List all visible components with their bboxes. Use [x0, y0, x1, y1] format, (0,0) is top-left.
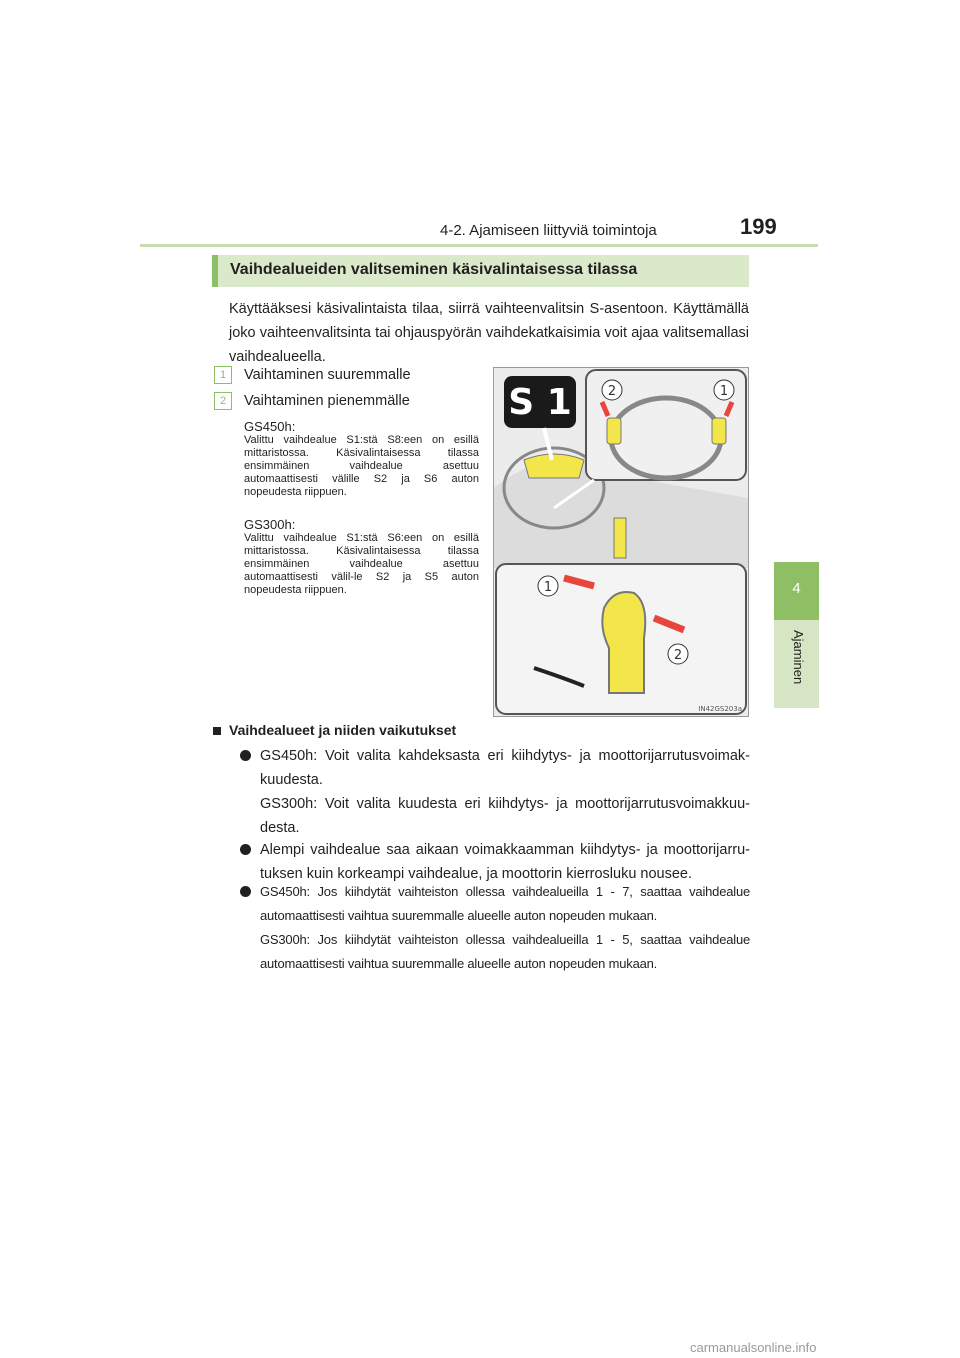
callout-2-lower: 2 [673, 648, 683, 663]
shift-illustration-svg [494, 368, 748, 716]
bullet-auto-upshift [242, 880, 750, 976]
bullet-dot-icon [240, 750, 251, 761]
chapter-label-text: Ajaminen [791, 630, 806, 685]
bullet-dot-icon [240, 886, 251, 897]
subsection-heading [213, 722, 456, 738]
illustration-code: IN42GS203a [698, 705, 742, 713]
note-gs450h [244, 420, 479, 499]
running-header: 4-2. Ajamiseen liittyviä toimintoja [440, 222, 657, 239]
bullet-ranges-gs300h: GS300h: Voit valita kuudesta eri kiihdytys- ja moottorijarrutusvoimakkuu-desta. [260, 796, 750, 836]
step-number-1: 1 [214, 366, 232, 384]
note-model-gs450h: GS450h: [244, 419, 296, 434]
step-downshift [214, 392, 410, 410]
bullet-auto-upshift-gs450h: GS450h: Jos kiihdytät vaihteiston ollessa vaihdealueilla 1 - 7, saattaa vaihdealue automaattisesti vaihtua suuremmalle alueelle auton nopeuden mukaan. [260, 884, 750, 923]
bullet-ranges [242, 744, 750, 840]
watermark: carmanualsonline.info [690, 1340, 817, 1355]
chapter-number: 4 [792, 580, 801, 597]
bullet-ranges-gs450h: GS450h: Voit valita kahdeksasta eri kiihdytys- ja moottorijarrutusvoimak-kuudesta. [260, 748, 750, 788]
callout-2-upper: 2 [607, 384, 617, 399]
paddle-left [607, 418, 621, 444]
paddle-right [712, 418, 726, 444]
shift-illustration [493, 367, 749, 717]
step-label-1: Vaihtaminen suuremmalle [244, 366, 411, 383]
bullet-dot-icon [240, 844, 251, 855]
note-text-gs450h: Valittu vaihdealue S1:stä S8:een on esillä mittaristossa. Käsivalintaisessa tilassa ensimmäinen vaihdealue asettuu automaattisesti välille S2 ja S6 auton nopeudesta riippuen. [244, 434, 479, 498]
callout-1-lower: 1 [543, 580, 553, 595]
shift-lever-highlight [602, 592, 645, 693]
callout-1-upper: 1 [719, 384, 729, 399]
note-text-gs300h: Valittu vaihdealue S1:stä S6:een on esillä mittaristossa. Käsivalintaisessa tilassa ensimmäinen vaihdealue asettuu automaattisesti välil-le S2 ja S5 auton nopeudesta riippuen. [244, 532, 479, 596]
square-bullet-icon [213, 727, 221, 735]
note-gs300h [244, 518, 479, 597]
page-number: 199 [740, 214, 777, 239]
instrument-cluster-highlight [524, 454, 584, 478]
section-title-bar [212, 255, 749, 287]
bullet-auto-upshift-gs300h: GS300h: Jos kiihdytät vaihteiston ollessa vaihdealueilla 1 - 5, saattaa vaihdealue automaattisesti vaihtua suuremmalle alueelle auton nopeuden mukaan. [260, 932, 750, 971]
bullet-lower-range-text: Alempi vaihdealue saa aikaan voimakkaamman kiihdytys- ja moottorijarru-tuksen kuin korkeampi vaihdealue, ja moottorin kierrosluku nousee. [260, 842, 750, 882]
step-upshift [214, 366, 411, 384]
display-text: S 1 [508, 382, 572, 423]
section-title: Vaihdealueiden valitseminen käsivalintaisessa tilassa [230, 261, 638, 278]
step-number-2: 2 [214, 392, 232, 410]
subsection-heading-text: Vaihdealueet ja niiden vaikutukset [229, 722, 457, 738]
intro-paragraph: Käyttääksesi käsivalintaista tilaa, siirrä vaihteenvalitsin S-asentoon. Käyttämällä joko vaihteenvalitsinta tai ohjauspyörän vaihdekatkaisimia voit ajaa valitsemallasi vaihdealueella. [229, 301, 749, 365]
header-rule [140, 244, 818, 247]
chapter-label [788, 630, 806, 700]
note-model-gs300h: GS300h: [244, 517, 296, 532]
bullet-lower-range [242, 838, 750, 886]
step-label-2: Vaihtaminen pienemmälle [244, 392, 410, 409]
small-shifter [614, 518, 626, 558]
